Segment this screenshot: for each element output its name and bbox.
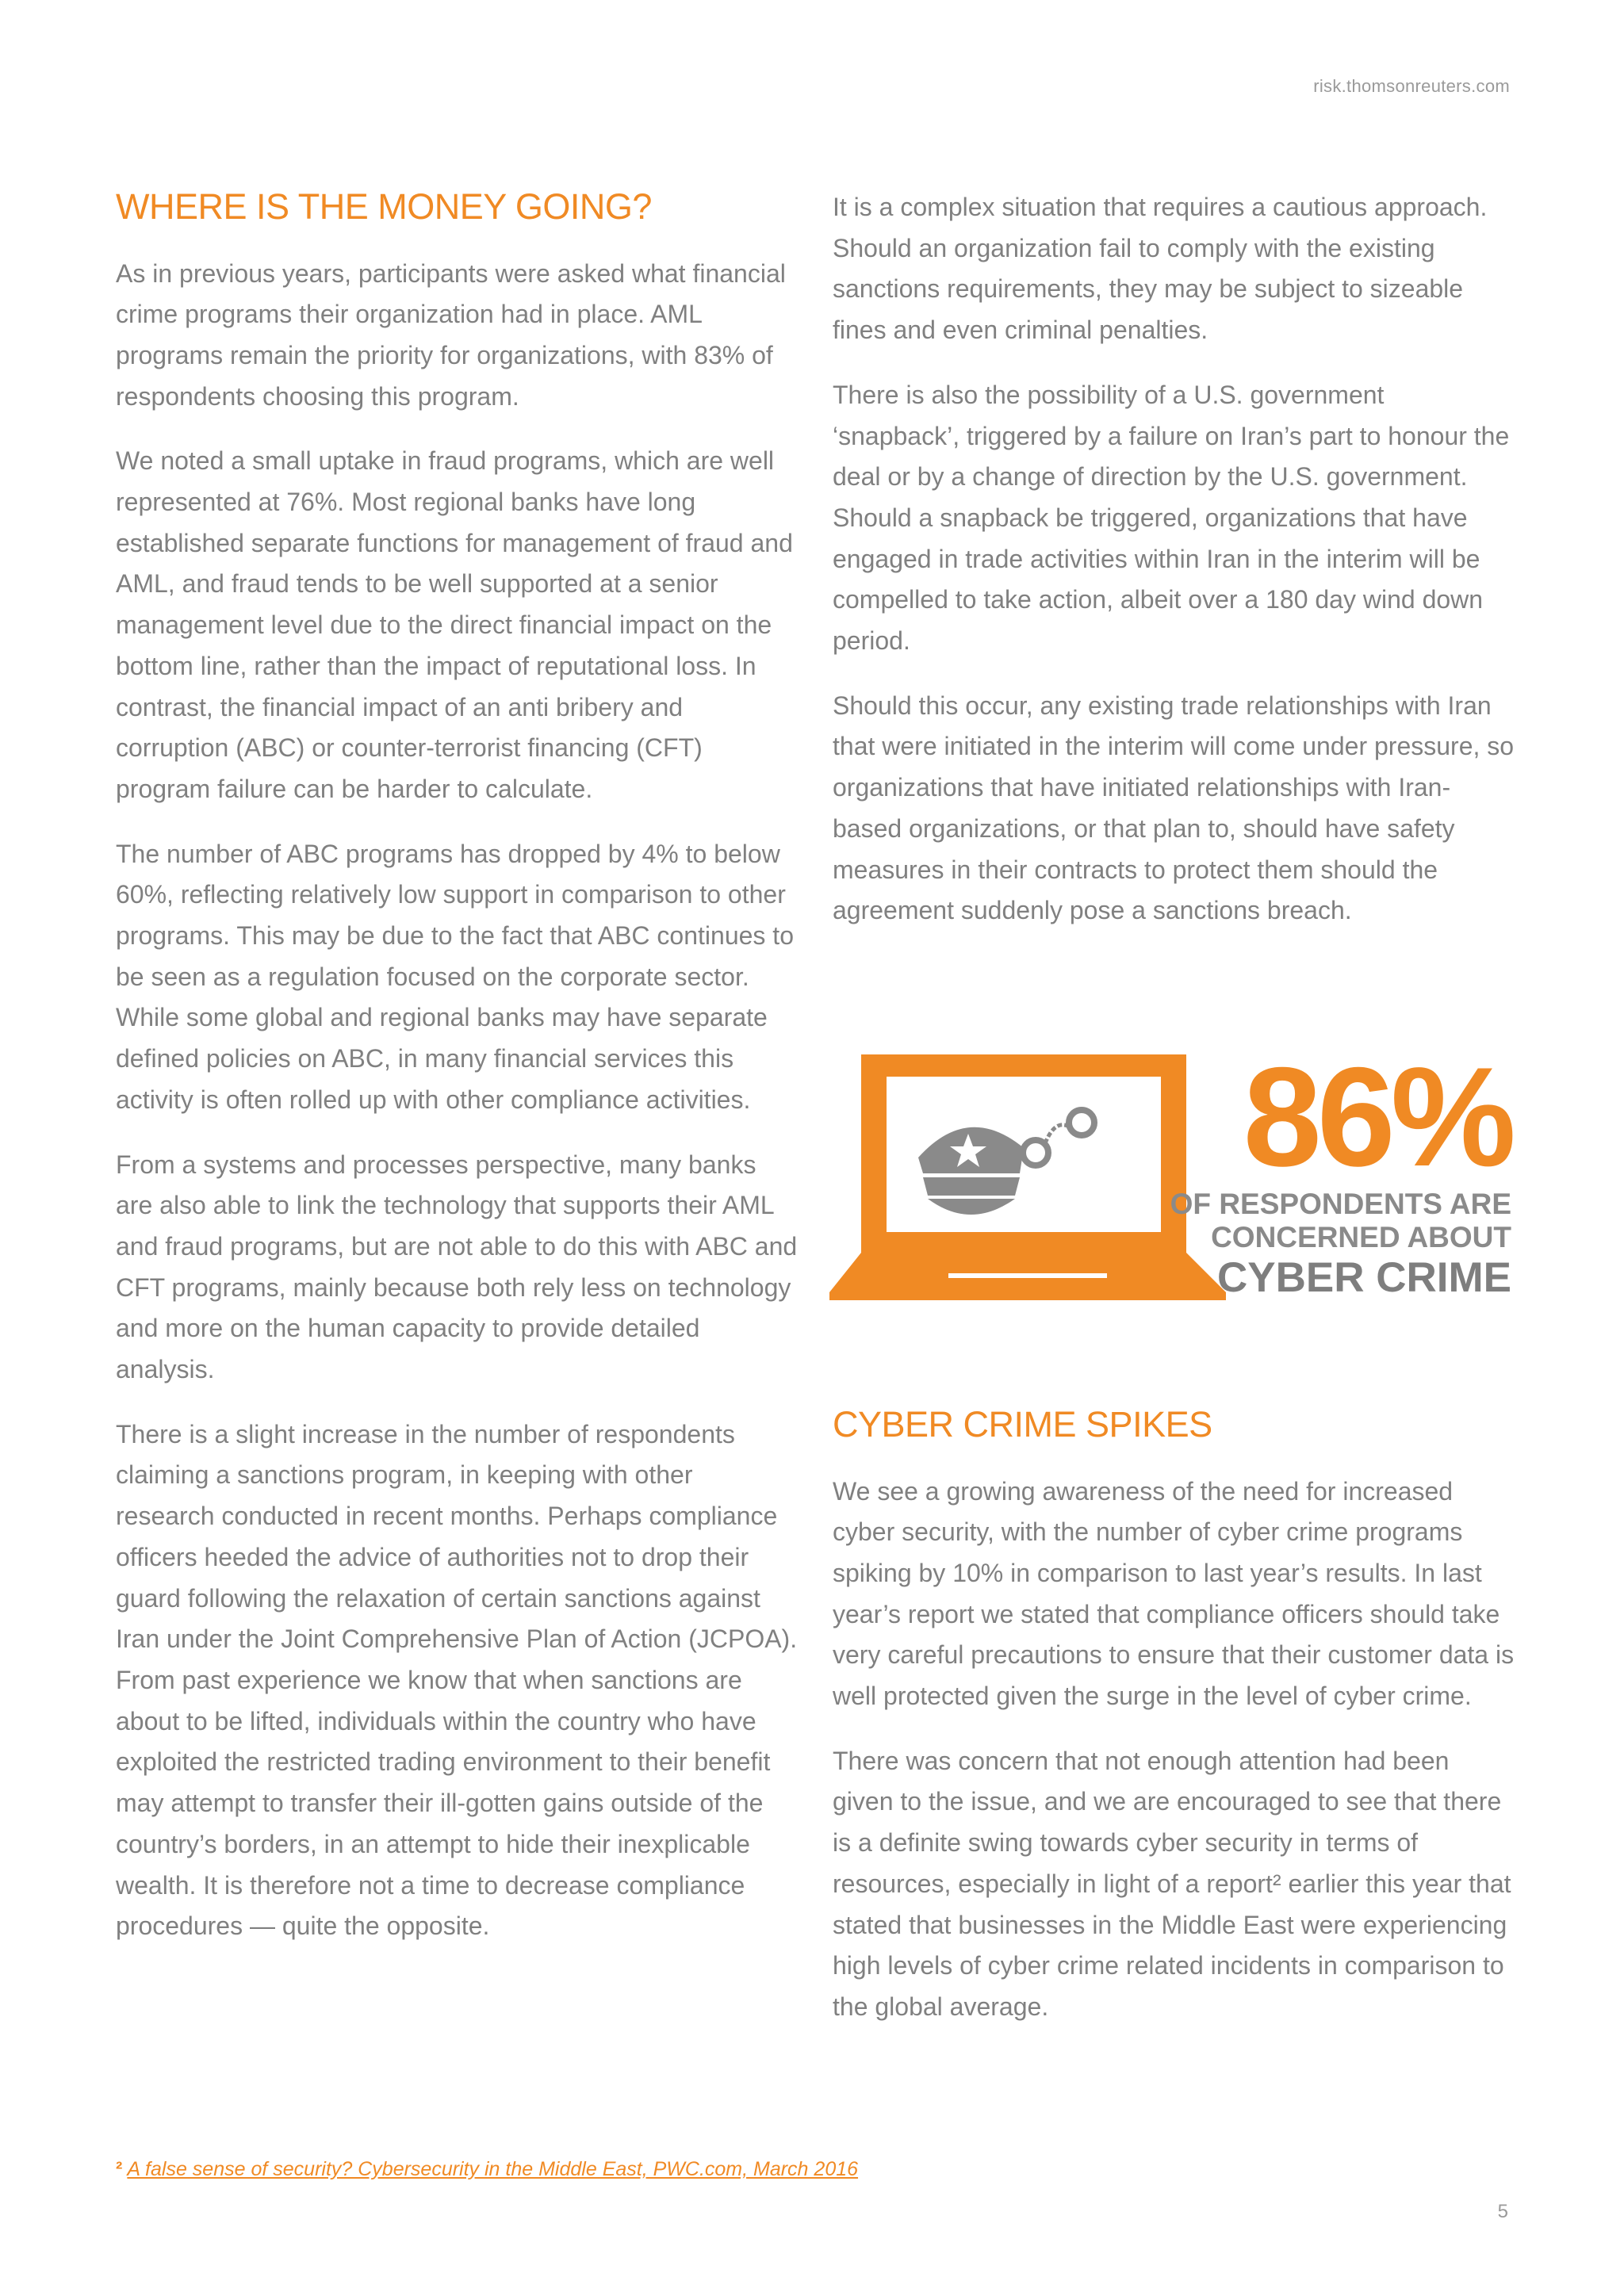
- body-paragraph: From a systems and processes perspective, many banks are also able to link the technology that supports their AML and fraud programs, but are not able to do this with ABC and CFT programs, mainly because both rely less on technology and more on the human capacity to provide detailed analysis.: [116, 1150, 798, 1384]
- footnote: [116, 2158, 858, 2181]
- section-heading-cyber: CYBER CRIME SPIKES: [833, 1404, 1212, 1445]
- stat-caption-line: OF RESPONDENTS ARE: [1170, 1188, 1511, 1220]
- footnote-marker: ²: [116, 2158, 123, 2180]
- stat-caption-line: CONCERNED ABOUT: [1211, 1221, 1511, 1254]
- body-paragraph: The number of ABC programs has dropped by 4% to below 60%, reflecting relatively low support in comparison to other programs. This may be due to the fact that ABC continues to be seen as a regulation focused on the corporate sector. While some global and regional banks may have separate defined policies on ABC, in many financial services this activity is often rolled up with other compliance activities.: [116, 839, 794, 1114]
- stat-caption-emphasis: CYBER CRIME: [1216, 1254, 1511, 1302]
- site-url: risk.thomsonreuters.com: [1313, 76, 1510, 96]
- stat-caption: [1170, 1188, 1511, 1303]
- body-paragraph: There is a slight increase in the number of respondents claiming a sanctions program, in keeping with other research conducted in recent months. Perhaps compliance officers heeded the advice of authorities not to drop their guard following the relaxation of certain sanctions against Iran under the Joint Comprehensive Plan of Action (JCPOA). From past experience we know that when sanctions are about to be lifted, individuals within the country who have exploited the restricted trading environment to their benefit may attempt to transfer their ill-gotten gains outside of the country’s borders, in an attempt to hide their inexplicable wealth. It is therefore not a time to decrease compliance procedures — quite the opposite.: [116, 1419, 798, 1941]
- left-column: [116, 187, 798, 1971]
- body-paragraph: It is a complex situation that requires a cautious approach. Should an organization fail to comply with the existing sanctions requirements, they may be subject to sizeable fines and even criminal penalties.: [833, 193, 1488, 345]
- section-heading-money: WHERE IS THE MONEY GOING?: [116, 186, 652, 227]
- footnote-link[interactable]: A false sense of security? Cybersecurity in the Middle East, PWC.com, March 2016: [127, 2158, 859, 2180]
- laptop-police-handcuffs-icon: [829, 1054, 1226, 1308]
- page-number: 5: [1497, 2201, 1508, 2222]
- body-paragraph: We see a growing awareness of the need for increased cyber security, with the number of cyber crime programs spiking by 10% in comparison to last year’s results. In last year’s report we stated that compliance officers should take very careful precautions to ensure that their customer data is well protected given the surge in the level of cyber crime.: [833, 1476, 1515, 1711]
- body-paragraph: There was concern that not enough attention had been given to the issue, and we are encouraged to see that there is a definite swing towards cyber security in terms of resources, especially in light of a report² earlier this year that stated that businesses in the Middle East were experiencing high levels of cyber crime related incidents in comparison to the global average.: [833, 1746, 1511, 2021]
- body-paragraph: As in previous years, participants were asked what financial crime programs their organization had in place. AML programs remain the priority for organizations, with 83% of respondents choosing this program.: [116, 258, 786, 411]
- cyber-crime-stat-graphic: [829, 1038, 1511, 1308]
- stat-percentage: 86%: [1243, 1038, 1511, 1196]
- body-paragraph: There is also the possibility of a U.S. government ‘snapback’, triggered by a failure on Iran’s part to honour the deal or by a change of direction by the U.S. government. Should a snapback be triggered, organizations that have engaged in trade activities within Iran in the interim will be compelled to take action, albeit over a 180 day wind down period.: [833, 380, 1510, 656]
- right-column-intro: [833, 187, 1515, 955]
- body-paragraph: Should this occur, any existing trade relationships with Iran that were initiated in the interim will come under pressure, so organizations that have initiated relationships with Iran-based organizations, or that plan to, should have safety measures in their contracts to protect them should the agreement suddenly pose a sanctions breach.: [833, 691, 1515, 925]
- right-column-cyber: [833, 1405, 1515, 2052]
- body-paragraph: We noted a small uptake in fraud programs, which are well represented at 76%. Most regional banks have long established separate functions for management of fraud and AML, and fraud tends to be well supported at a senior management level due to the direct financial impact on the bottom line, rather than the impact of reputational loss. In contrast, the financial impact of an anti bribery and corruption (ABC) or counter-terrorist financing (CFT) program failure can be harder to calculate.: [116, 446, 793, 803]
